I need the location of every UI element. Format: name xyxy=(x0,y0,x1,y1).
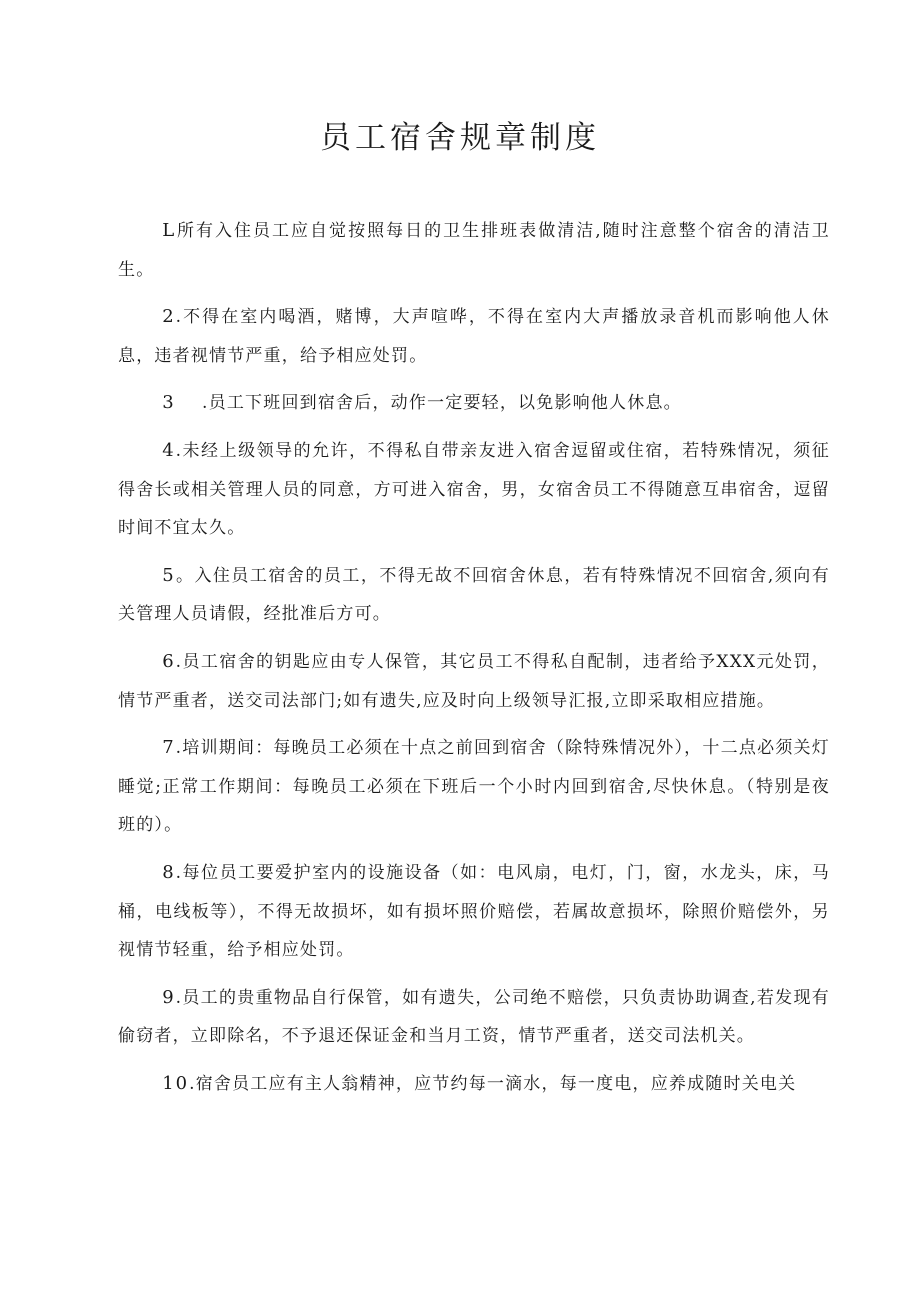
rule-item xyxy=(118,979,830,1056)
rules-list xyxy=(118,212,830,1112)
document-title: 员工宿舍规章制度 xyxy=(320,120,600,156)
rule-number: 3 xyxy=(162,392,176,414)
rule-text: .员工下班回到宿舍后，动作一定要轻，以免影响他人休息。 xyxy=(175,393,682,414)
rule-number: 2 xyxy=(162,306,176,328)
rule-text: .每位员工要爱护室内的设施设备（如：电风扇，电灯，门，窗，水龙头，床，马桶，电线板等），不得无故损坏，如有损坏照价赔偿，若属故意损坏，除照价赔偿外，另视情节轻重，给予相应处罚。 xyxy=(118,862,830,961)
rule-text: .培训期间：每晚员工必须在十点之前回到宿舍（除特殊情况外），十二点必须关灯睡觉;正常工作期间：每晚员工必须在下班后一个小时内回到宿舍,尽快休息。（特别是夜班的）。 xyxy=(118,738,830,836)
rule-item xyxy=(118,854,830,970)
rule-item xyxy=(118,298,830,375)
rule-item xyxy=(118,1065,830,1104)
rule-number: 5 xyxy=(162,564,176,586)
rule-item xyxy=(118,384,830,423)
rule-number: 8 xyxy=(162,861,176,883)
rule-text: .员工宿舍的钥匙应由专人保管，其它员工不得私自配制，违者给予XXX元处罚，情节严重者，送交司法部门;如有遗失,应及时向上级领导汇报,立即采取相应措施。 xyxy=(118,651,830,711)
rule-text: .未经上级领导的允许，不得私自带亲友进入宿舍逗留或住宿，若特殊情况，须征得舍长或相关管理人员的同意，方可进入宿舍，男，女宿舍员工不得随意互串宿舍，逗留时间不宜太久。 xyxy=(118,440,830,539)
rule-number: 4 xyxy=(162,439,176,461)
rule-text: .不得在室内喝酒，赌博，大声喧哗，不得在室内大声播放录音机而影响他人休息，违者视情节严重，给予相应处罚。 xyxy=(118,307,830,366)
rule-text: .宿舍员工应有主人翁精神，应节约每一滴水，每一度电，应养成随时关电关 xyxy=(189,1073,797,1094)
rule-item xyxy=(118,432,830,548)
rule-text: 所有入住员工应自觉按照每日的卫生排班表做清洁,随时注意整个宿舍的清洁卫生。 xyxy=(118,221,830,280)
rule-number: 10 xyxy=(162,1072,190,1094)
rule-number: L xyxy=(162,220,177,241)
rule-item xyxy=(118,212,830,289)
rule-item xyxy=(118,557,830,634)
rule-item xyxy=(118,729,830,845)
rule-item xyxy=(118,643,830,720)
rule-text: .员工的贵重物品自行保管，如有遗失，公司绝不赔偿，只负责协助调查,若发现有偷窃者，立即除名，不予退还保证金和当月工资，情节严重者，送交司法机关。 xyxy=(118,987,830,1047)
rule-number: 9 xyxy=(162,986,176,1008)
rule-number: 7 xyxy=(162,737,176,759)
rule-text: 。入住员工宿舍的员工，不得无故不回宿舍休息，若有特殊情况不回宿舍,须向有关管理人员请假，经批准后方可。 xyxy=(118,565,830,625)
rule-number: 6 xyxy=(162,650,176,672)
